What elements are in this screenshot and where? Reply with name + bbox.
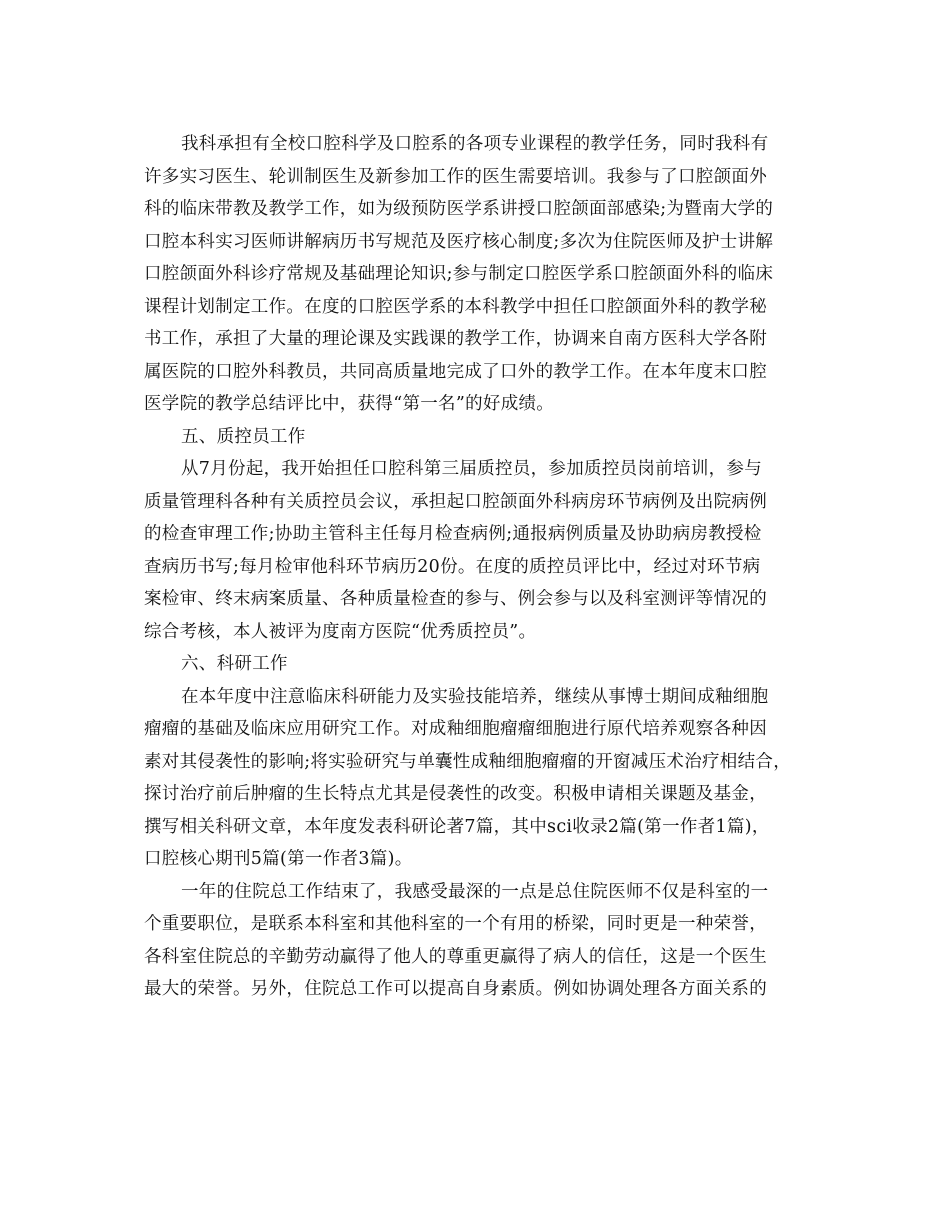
paragraph-first-line: 在本年度中注意临床科研能力及实验技能培养，继续从事博士期间成釉细胞 [181, 686, 769, 707]
paragraph-line: 撰写相关科研文章，本年度发表科研论著7篇，其中sci收录2篇(第一作者1篇)， [144, 816, 770, 837]
paragraph-line: 素对其侵袭性的影响;将实验研究与单囊性成釉细胞瘤瘤的开窗减压术治疗相结合， [144, 751, 791, 772]
paragraph-line: 的检查审理工作;协助主管科主任每月检查病例;通报病例质量及协助病房教授检 [144, 524, 762, 544]
paragraph-first-line: 五、质控员工作 [181, 426, 306, 447]
paragraph-first-line: 六、科研工作 [181, 654, 288, 674]
paragraph-line: 最大的荣誉。另外，住院总工作可以提高自身素质。例如协调处理各方面关系的 [144, 979, 767, 999]
paragraph-line: 案检审、终末病案质量、各种质量检查的参与、例会参与以及科室测评等情况的 [144, 589, 767, 609]
paragraph-line: 口腔核心期刊5篇(第一作者3篇)。 [144, 849, 413, 869]
paragraph-line: 医学院的教学总结评比中，获得“第一名”的好成绩。 [144, 394, 555, 414]
paragraph-line: 口腔颌面外科诊疗常规及基础理论知识;参与制定口腔医学系口腔颌面外科的临床 [144, 264, 774, 284]
paragraph-line: 口腔本科实习医师讲解病历书写规范及医疗核心制度;多次为住院医师及护士讲解 [144, 231, 774, 252]
paragraph-line: 许多实习医生、轮训制医生及新参加工作的医生需要培训。我参与了口腔颌面外 [144, 166, 767, 187]
paragraph-first-line: 从7月份起，我开始担任口腔科第三届质控员，参加质控员岗前培训，参与 [181, 459, 763, 479]
paragraph-line: 个重要职位，是联系本科室和其他科室的一个有用的桥梁，同时更是一种荣誉， [144, 914, 767, 934]
paragraph-line: 书工作，承担了大量的理论课及实践课的教学工作，协调来自南方医科大学各附 [144, 329, 767, 349]
paragraph-line: 各科室住院总的辛勤劳动赢得了他人的尊重更赢得了病人的信任，这是一个医生 [144, 946, 767, 967]
paragraph-first-line: 我科承担有全校口腔科学及口腔系的各项专业课程的教学任务，同时我科有 [181, 134, 769, 154]
paragraph-line: 科的临床带教及教学工作，如为级预防医学系讲授口腔颌面部感染;为暨南大学的 [144, 199, 774, 219]
paragraph-line: 探讨治疗前后肿瘤的生长特点尤其是侵袭性的改变。积极申请相关课题及基金， [144, 784, 767, 804]
document-body [144, 128, 824, 1006]
paragraph-line: 属医院的口腔外科教员，共同高质量地完成了口外的教学工作。在本年度末口腔 [144, 361, 767, 382]
paragraph-line: 瘤瘤的基础及临床应用研究工作。对成釉细胞瘤瘤细胞进行原代培养观察各种因 [144, 719, 767, 739]
paragraph-line: 课程计划制定工作。在度的口腔医学系的本科教学中担任口腔颌面外科的教学秘 [144, 296, 767, 317]
paragraph-line: 查病历书写;每月检审他科环节病历20份。在度的质控员评比中，经过对环节病 [144, 556, 761, 577]
paragraph-line: 综合考核，本人被评为度南方医院“优秀质控员”。 [144, 621, 537, 642]
paragraph-line: 质量管理科各种有关质控员会议，承担起口腔颌面外科病房环节病例及出院病例 [144, 491, 767, 512]
paragraph-first-line: 一年的住院总工作结束了，我感受最深的一点是总住院医师不仅是科室的一 [181, 881, 769, 902]
